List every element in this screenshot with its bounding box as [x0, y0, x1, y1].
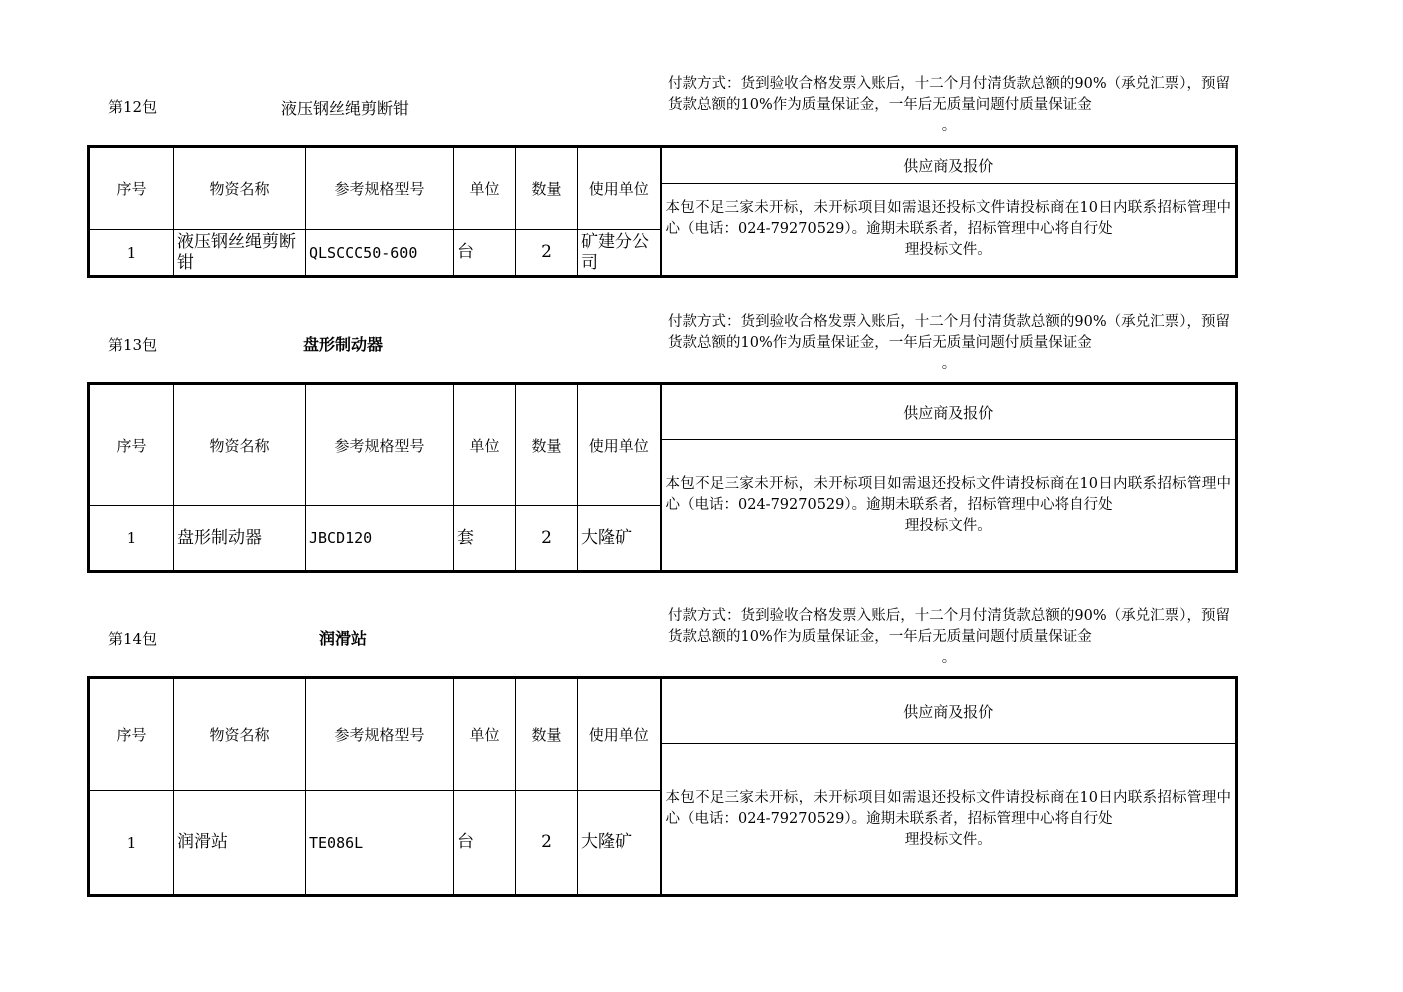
- package-label: 第12包: [108, 98, 158, 116]
- notice-tail: 理投标文件。: [904, 831, 992, 848]
- notice-text: 本包不足三家未开标，未开标项目如需退还投标文件请投标商在10日内联系招标管理中心（电话：024-79270529）。逾期未联系者，招标管理中心将自行处: [665, 200, 1231, 237]
- header-user: 使用单位: [578, 148, 661, 230]
- header-qty: 数量: [516, 148, 578, 230]
- notice-text: 本包不足三家未开标，未开标项目如需退还投标文件请投标商在10日内联系招标管理中心（电话：024-79270529）。逾期未联系者，招标管理中心将自行处: [665, 789, 1231, 827]
- row-spec: QLSCCC50-600: [306, 230, 454, 276]
- notice-tail: 理投标文件。: [904, 517, 992, 534]
- header-seq: 序号: [90, 679, 174, 791]
- row-user: 大隆矿: [578, 791, 661, 895]
- payment-terms-tail: 。: [941, 356, 957, 372]
- row-seq: 1: [90, 506, 174, 571]
- package-title: 润滑站: [318, 629, 367, 648]
- header-supplier: 供应商及报价: [661, 385, 1236, 440]
- package-table: [89, 678, 1236, 895]
- notice-cell: [661, 744, 1236, 895]
- package-label: 第14包: [108, 630, 158, 648]
- payment-terms: [668, 312, 1230, 374]
- row-spec: TE086L: [306, 791, 454, 895]
- payment-terms-text: 付款方式：货到验收合格发票入账后，十二个月付清货款总额的90%（承兑汇票），预留货款总额的10%作为质量保证金，一年后无质量问题付质量保证金: [668, 314, 1230, 351]
- row-unit: 台: [454, 230, 516, 276]
- header-name: 物资名称: [174, 385, 306, 506]
- row-qty: 2: [516, 506, 578, 571]
- package-table: [89, 384, 1236, 571]
- header-qty: 数量: [516, 679, 578, 791]
- row-qty: 2: [516, 230, 578, 276]
- header-unit: 单位: [454, 679, 516, 791]
- row-qty: 2: [516, 791, 578, 895]
- header-seq: 序号: [90, 148, 174, 230]
- notice-cell: [661, 440, 1236, 571]
- payment-terms: [668, 74, 1230, 136]
- payment-terms: [668, 606, 1230, 668]
- header-qty: 数量: [516, 385, 578, 506]
- notice-cell: [661, 184, 1236, 276]
- header-user: 使用单位: [578, 679, 661, 791]
- header-spec: 参考规格型号: [306, 679, 454, 791]
- row-unit: 套: [454, 506, 516, 571]
- row-unit: 台: [454, 791, 516, 895]
- header-supplier: 供应商及报价: [661, 148, 1236, 184]
- payment-terms-tail: 。: [941, 118, 957, 134]
- row-spec: JBCD120: [306, 506, 454, 571]
- row-seq: 1: [90, 230, 174, 276]
- header-user: 使用单位: [578, 385, 661, 506]
- header-seq: 序号: [90, 385, 174, 506]
- payment-terms-tail: 。: [941, 650, 957, 666]
- header-spec: 参考规格型号: [306, 385, 454, 506]
- package-label: 第13包: [108, 336, 158, 354]
- notice-text: 本包不足三家未开标，未开标项目如需退还投标文件请投标商在10日内联系招标管理中心（电话：024-79270529）。逾期未联系者，招标管理中心将自行处: [665, 475, 1231, 513]
- row-user: 矿建分公司: [578, 230, 661, 276]
- package-title: 盘形制动器: [302, 335, 383, 354]
- header-unit: 单位: [454, 385, 516, 506]
- header-supplier: 供应商及报价: [661, 679, 1236, 744]
- payment-terms-text: 付款方式：货到验收合格发票入账后，十二个月付清货款总额的90%（承兑汇票），预留货款总额的10%作为质量保证金，一年后无质量问题付质量保证金: [668, 76, 1230, 113]
- row-name: 润滑站: [174, 791, 306, 895]
- row-name: 盘形制动器: [174, 506, 306, 571]
- row-name: 液压钢丝绳剪断钳: [174, 230, 306, 276]
- package-table: [89, 147, 1236, 276]
- header-unit: 单位: [454, 148, 516, 230]
- header-name: 物资名称: [174, 148, 306, 230]
- header-name: 物资名称: [174, 679, 306, 791]
- row-seq: 1: [90, 791, 174, 895]
- payment-terms-text: 付款方式：货到验收合格发票入账后，十二个月付清货款总额的90%（承兑汇票），预留货款总额的10%作为质量保证金，一年后无质量问题付质量保证金: [668, 608, 1230, 645]
- header-spec: 参考规格型号: [306, 148, 454, 230]
- package-title: 液压钢丝绳剪断钳: [280, 99, 409, 118]
- row-user: 大隆矿: [578, 506, 661, 571]
- notice-tail: 理投标文件。: [904, 242, 992, 258]
